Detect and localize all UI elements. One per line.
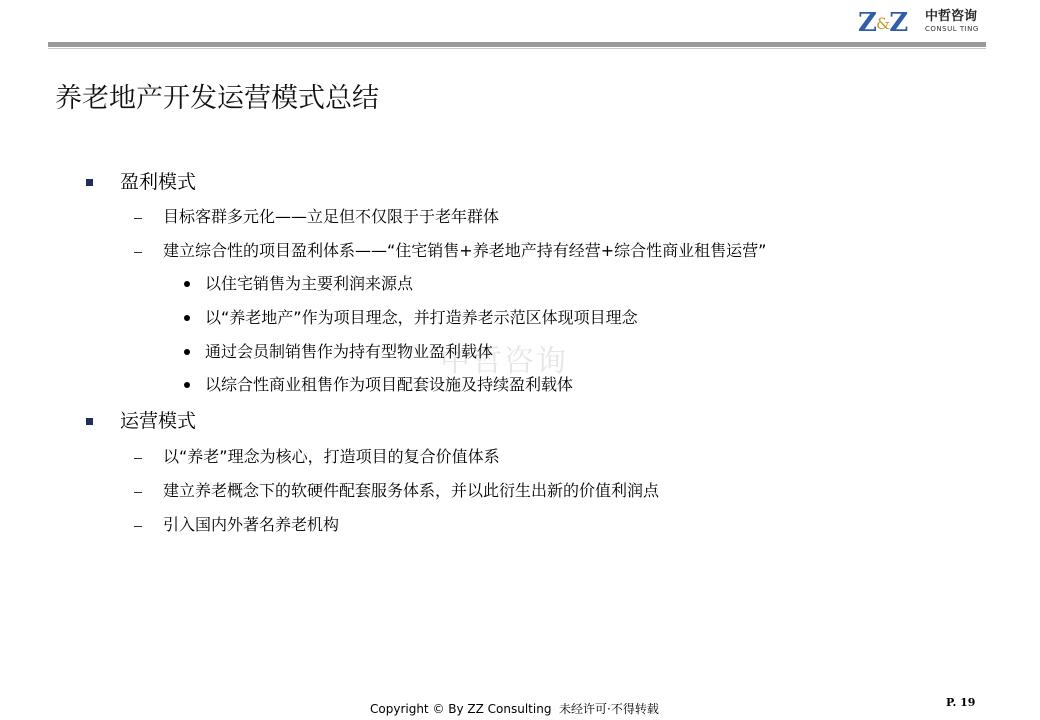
watermark: 中哲咨询: [440, 344, 568, 379]
logo-mark-amp: &: [875, 14, 890, 33]
logo-mark-left: Z: [858, 8, 876, 38]
section-heading: 运营模式: [120, 410, 197, 432]
logo-name-cn: 中哲咨询: [925, 9, 978, 24]
list-item: 以“养老”理念为核心，打造项目的复合价值体系: [163, 447, 500, 466]
list-item: 建立综合性的项目盈利体系——“住宅销售+养老地产持有经营+综合性商业租售运营”: [163, 241, 767, 260]
logo-mark-right: Z: [889, 8, 908, 38]
logo-name-en: CONSUL TING: [925, 25, 979, 33]
sub-list-item: 以综合性商业租售作为项目配套设施及持续盈利载体: [205, 375, 574, 394]
subitem-dot: [184, 281, 190, 287]
sub-list-item: 以住宅销售为主要利润来源点: [205, 274, 414, 293]
footer-notice: 未经许可·不得转载: [559, 702, 659, 716]
item-dash: [134, 492, 142, 493]
subitem-dot: [184, 349, 190, 355]
page-number: P. 19: [946, 696, 976, 709]
footer-copyright: Copyright © By ZZ Consulting: [370, 702, 552, 716]
item-dash: [134, 526, 142, 527]
sub-list-item: 通过会员制销售作为持有型物业盈利载体: [205, 342, 494, 361]
list-item: 目标客群多元化——立足但不仅限于于老年群体: [163, 207, 500, 226]
list-item: 引入国内外著名养老机构: [163, 515, 340, 534]
item-dash: [134, 252, 142, 253]
subitem-dot: [184, 382, 190, 388]
sub-list-item: 以“养老地产”作为项目理念，并打造养老示范区体现项目理念: [205, 308, 638, 327]
subitem-dot: [184, 315, 190, 321]
item-dash: [134, 458, 142, 459]
list-item: 建立养老概念下的软硬件配套服务体系，并以此衍生出新的价值利润点: [163, 481, 660, 500]
section-bullet-square: [86, 179, 93, 186]
item-dash: [134, 218, 142, 219]
section-bullet-square: [86, 418, 93, 425]
page-title: 养老地产开发运营模式总结: [55, 83, 379, 114]
section-heading: 盈利模式: [120, 171, 197, 193]
